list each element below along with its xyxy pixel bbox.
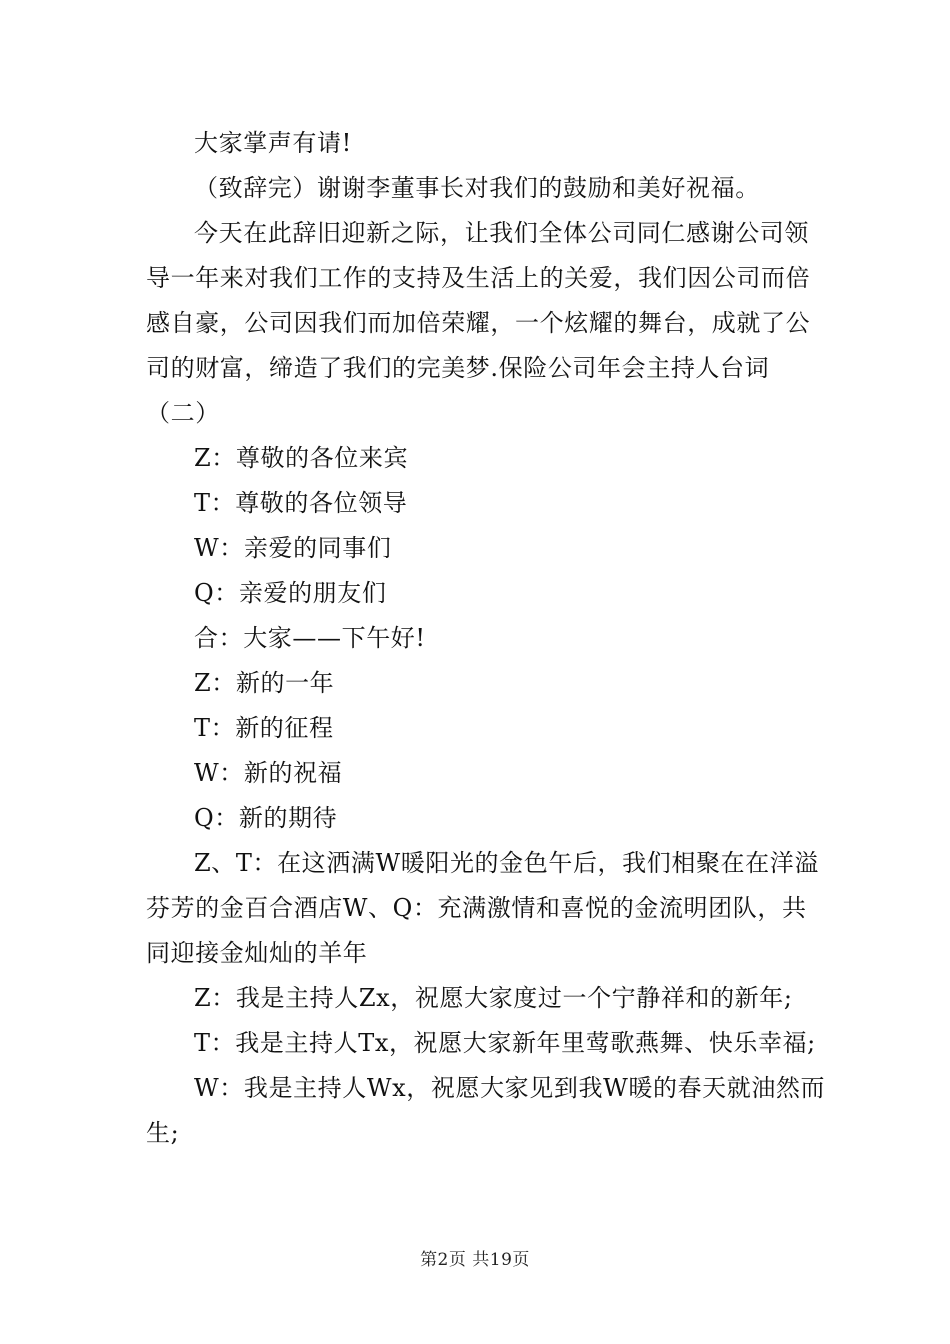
paragraph-q-new-expectation: Q：新的期待 — [194, 804, 338, 832]
paragraph-zt-afternoon: Z、T：在这洒满W暖阳光的金色午后，我们相聚在在洋溢芬芳的金百合酒店W、Q：充满激情和喜悦的金流明团队，共同迎接金灿灿的羊年 — [146, 849, 819, 967]
paragraph-t-host: T：我是主持人Tx，祝愿大家新年里莺歌燕舞、快乐幸福; — [194, 1029, 816, 1057]
body-text — [146, 121, 826, 1156]
paragraph-w-host: W：我是主持人Wx，祝愿大家见到我W暖的春天就油然而生; — [146, 1074, 826, 1147]
paragraph-z-new-year: Z：新的一年 — [194, 669, 335, 697]
paragraph-new-year: 今天在此辞旧迎新之际，让我们全体公司同仁感谢公司领导一年来对我们工作的支持及生活上的关爱，我们因公司而倍感自豪，公司因我们而加倍荣耀，一个炫耀的舞台，成就了公司的财富，缔造了我们的完美梦.保险公司年会主持人台词（二） — [146, 219, 811, 427]
paragraph-applause: 大家掌声有请! — [194, 129, 352, 157]
paragraph-t-new-journey: T：新的征程 — [194, 714, 334, 742]
paragraph-w-new-blessing: W：新的祝福 — [194, 759, 343, 787]
paragraph-thanks: （致辞完）谢谢李董事长对我们的鼓励和美好祝福。 — [194, 174, 760, 202]
paragraph-t-leaders: T：尊敬的各位领导 — [194, 489, 408, 517]
paragraph-z-host: Z：我是主持人Zx，祝愿大家度过一个宁静祥和的新年; — [194, 984, 793, 1012]
paragraph-q-friends: Q：亲爱的朋友们 — [194, 579, 387, 607]
paragraph-w-colleagues: W：亲爱的同事们 — [194, 534, 392, 562]
paragraph-z-guests: Z：尊敬的各位来宾 — [194, 444, 409, 472]
page-number-footer: 第2页 共19页 — [420, 1250, 530, 1270]
paragraph-together-greeting: 合：大家——下午好! — [194, 624, 426, 652]
